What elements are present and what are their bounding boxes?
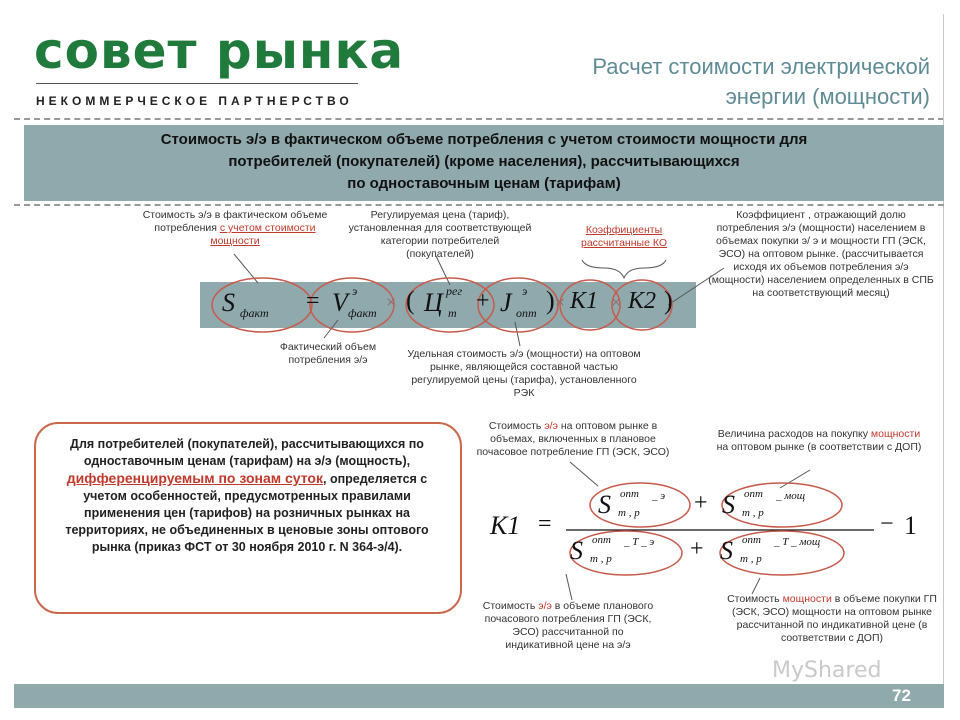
label-energy-plan-a: Стоимость xyxy=(488,420,545,432)
label-energy-plan-b: на оптовом рынке в объемах, включенных в плановое почасовое потребление ГП (ЭСК, ЭСО) xyxy=(476,420,670,458)
label-power-cost-a: Величина расходов на покупку xyxy=(717,428,871,440)
label-coefficient-k2: Коэффициент , отражающий долю потребления э/э (мощности) населением в объемах покупки э/ э и мощности ГП (ЭСК, ЭСО) на оптовом рынке. (рассчитывается исходя их объемов потребления э/э (мощности) населением определенных в СПБ на соответствующий месяц) xyxy=(708,209,934,299)
f1-times1: × xyxy=(386,292,397,312)
f1-s: S xyxy=(222,288,235,317)
logo-subtitle: НЕКОММЕРЧЕСКОЕ ПАРТНЕРСТВО xyxy=(36,94,353,108)
label-power-cost-b: на оптовом рынке (в соответствии с ДОП) xyxy=(716,441,922,453)
label-energy-ind-b: в объеме планового почасового потребления ГП (ЭСК, ЭСО) рассчитанной по индикативной цене на э/э xyxy=(484,600,654,651)
label-actual-volume: Фактический объем потребления э/э xyxy=(279,341,377,366)
f1-plus: + xyxy=(476,288,490,314)
label-energy-plan-red: э/э xyxy=(544,420,558,432)
f2-eq: = xyxy=(538,511,552,537)
f1-times2: × xyxy=(555,292,566,312)
f1-j-sup: э xyxy=(522,284,528,298)
f2-num-plus: + xyxy=(694,490,708,516)
f2-num-s1: S xyxy=(598,490,611,519)
f2-den-s1-sub: т , р xyxy=(590,553,612,565)
f1-s-sub: факт xyxy=(240,306,269,320)
info-comma: , xyxy=(322,472,327,486)
label-cost-text: Стоимость э/э в фактическом объеме потребления xyxy=(142,209,328,234)
logo-title: совет рынка xyxy=(34,22,405,80)
label-energy-ind-red: э/э xyxy=(538,600,552,612)
f1-v-sup: э xyxy=(352,284,358,298)
f1-v-sub: факт xyxy=(348,306,377,320)
f2-den-s2: S xyxy=(720,536,733,565)
label-power-ind-b: в объеме покупки ГП (ЭСК, ЭСО) мощности на оптовом рынке рассчитанной по индикативной цене (в соответствии с ДОП) xyxy=(731,593,937,644)
info-zone-link[interactable]: дифференцируемым по зонам суток xyxy=(66,470,323,486)
label-power-cost-red: мощности xyxy=(870,428,921,440)
f1-times3: × xyxy=(611,292,622,312)
f2-den-s1: S xyxy=(570,536,583,565)
f1-v: V xyxy=(332,288,348,317)
f2-num-s2-sub: т , р xyxy=(742,507,764,519)
f2-num-s2: S xyxy=(722,490,735,519)
f1-j-sub: опт xyxy=(516,306,537,320)
page-title-line1: Расчет стоимости электрической xyxy=(592,54,930,79)
info-text-a: Для потребителей (покупателей), рассчитывающихся по одноставочным ценам (тарифам) на э/э (мощность), xyxy=(70,437,424,468)
f2-one: 1 xyxy=(904,511,917,540)
f2-num-s1-sup: опт xyxy=(620,488,639,500)
label-cost-highlight: с учетом стоимости мощности xyxy=(210,222,316,247)
f2-den-s2-sup: опт xyxy=(742,534,761,546)
f1-k2: К2 xyxy=(628,288,656,314)
page-number: 72 xyxy=(892,686,911,705)
f1-paren2-close: ) xyxy=(664,286,673,315)
info-text-b: определяется с учетом особенностей, предусмотренных правилами применения цен (тарифов) на розничных рынках на территориях, не объединенных в ценовые зоны оптового рынка (приказ ФСТ от 30 ноября 2010 г. N 364-э/4). xyxy=(65,472,429,554)
f1-c: Ц xyxy=(424,288,443,317)
label-coefficients-ko: Коэффициенты рассчитанные КО xyxy=(581,224,667,249)
f1-eq: = xyxy=(306,288,320,314)
label-power-ind-a: Стоимость xyxy=(727,593,783,605)
f2-den-s2-sup2: _ Т _ мощ xyxy=(774,536,821,548)
f1-k1: К1 xyxy=(570,288,598,314)
f1-j: J xyxy=(500,288,512,317)
f2-num-s2-sup2: _ мощ xyxy=(776,490,806,502)
banner-line2: потребителей (покупателей) (кроме населения), рассчитывающихся xyxy=(228,153,740,170)
connector-energy-ind xyxy=(566,574,572,600)
label-regulated-price: Регулируемая цена (тариф), установленная для соответствующей категории потребителей (покупателей) xyxy=(348,209,532,260)
f2-num-s1-sub: т , р xyxy=(618,507,640,519)
banner-line1: Стоимость э/э в фактическом объеме потребления с учетом стоимости мощности для xyxy=(160,131,808,148)
f2-num-s1-sup2: _ э xyxy=(652,490,666,502)
f2-k1: К1 xyxy=(490,511,521,540)
f2-den-s1-sup2: _ Т _ э xyxy=(624,536,655,548)
f1-paren-open: ( xyxy=(406,286,415,315)
f2-minus: − xyxy=(880,511,894,537)
f1-paren-close: ) xyxy=(546,286,555,315)
watermark: MyShared xyxy=(772,658,882,683)
page-title-line2: энергии (мощности) xyxy=(725,84,930,109)
connector-energy-plan xyxy=(570,462,598,486)
banner-line3: по одноставочным ценам (тарифам) xyxy=(347,175,621,192)
label-energy-ind-a: Стоимость xyxy=(482,600,539,612)
label-unit-cost: Удельная стоимость э/э (мощности) на оптовом рынке, являющейся составной частью регулируемой цены (тарифа), установленного РЭК xyxy=(407,348,641,399)
f2-num-s2-sup: опт xyxy=(744,488,763,500)
connector-power-ind xyxy=(752,578,760,594)
footer-bar xyxy=(14,684,944,708)
f1-c-sup: рег xyxy=(446,284,463,298)
label-power-ind-red: мощности xyxy=(782,593,832,605)
f2-den-s2-sub: т , р xyxy=(740,553,762,565)
f2-den-s1-sup: опт xyxy=(592,534,611,546)
f1-c-sub: т xyxy=(448,306,457,320)
f2-den-plus: + xyxy=(690,536,704,562)
